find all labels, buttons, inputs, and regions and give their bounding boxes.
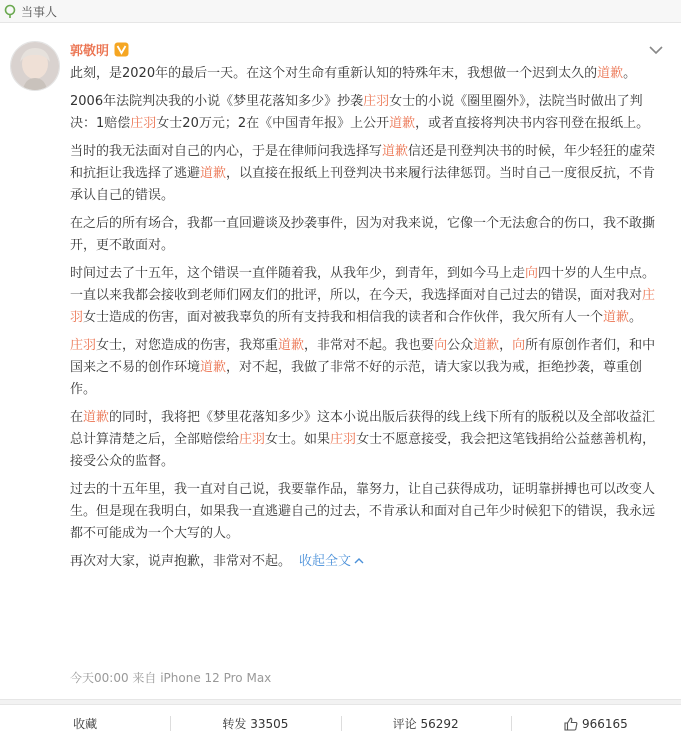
text-segment: 女士。如果 <box>265 432 331 447</box>
text-segment: 时间过去了十五年，这个错误一直伴随着我，从我年少，到青年，到如今马上走 <box>70 266 526 281</box>
text-segment: 在 <box>70 410 84 425</box>
highlighted-keyword[interactable]: 庄羽 <box>70 288 656 325</box>
text-segment: 当时的我无法面对自己的内心，于是在律师问我选择写 <box>70 144 383 159</box>
text-segment: ，或者直接将判决书内容刊登在报纸上。 <box>415 116 650 131</box>
topbar <box>0 0 681 23</box>
highlighted-keyword[interactable]: 道歉 <box>382 144 409 159</box>
text-segment: 再次对大家，说声抱歉，非常对不起。 <box>70 554 292 569</box>
text-segment: 四十岁的人生中点。一直以来我都会接收到老师们网友们的批评，所以，在今天，我选择面对自己过去的错误，面对我对 <box>70 266 656 303</box>
text-segment: 女士，对您造成的伤害，我郑重 <box>96 338 279 353</box>
author-name[interactable]: 郭敬明 <box>70 44 110 59</box>
like-count: 966165 <box>581 716 628 731</box>
highlighted-keyword[interactable]: 向 <box>434 338 448 353</box>
text-segment: 公众 <box>447 338 474 353</box>
post-paragraph <box>70 91 660 135</box>
favorite-button[interactable] <box>0 705 170 742</box>
location-pin-icon <box>4 4 16 18</box>
text-segment: 女士20万元；2在《中国青年报》上公开 <box>156 116 390 131</box>
highlighted-keyword[interactable]: 道歉 <box>200 166 227 181</box>
text-segment: 。 <box>629 310 643 325</box>
highlighted-keyword[interactable]: 道歉 <box>200 360 227 375</box>
text-segment: 所有原创作者们，和中国来之不易的创作环境 <box>70 338 656 375</box>
like-button[interactable] <box>511 705 681 742</box>
highlighted-keyword[interactable]: 向 <box>512 338 526 353</box>
post-paragraph <box>70 407 660 473</box>
action-bar <box>0 704 681 742</box>
highlighted-keyword[interactable]: 道歉 <box>603 310 630 325</box>
text-segment: 。 <box>623 66 637 81</box>
collapse-fulltext-link[interactable] <box>299 554 364 569</box>
avatar[interactable] <box>10 41 60 91</box>
repost-button[interactable] <box>170 705 340 742</box>
highlighted-keyword[interactable]: 庄羽 <box>70 338 97 353</box>
highlighted-keyword[interactable]: 道歉 <box>83 410 110 425</box>
text-segment: 女士的小说《圈里圈外》，法院当时做出了判决：1赔偿 <box>70 94 643 131</box>
text-segment: ， <box>499 338 513 353</box>
text-segment: 的同时，我将把《梦里花落知多少》这本小说出版后获得的线上线下所有的版税以及全部收益汇总计算清楚之后，全部赔偿给 <box>70 410 656 447</box>
post-paragraph <box>70 263 660 329</box>
highlighted-keyword[interactable]: 庄羽 <box>330 432 357 447</box>
highlighted-keyword[interactable]: 道歉 <box>473 338 500 353</box>
post-paragraph <box>70 213 660 257</box>
repost-label: 转发 33505 <box>222 717 289 731</box>
comment-button[interactable] <box>341 705 511 742</box>
highlighted-keyword[interactable]: 向 <box>525 266 539 281</box>
highlighted-keyword[interactable]: 庄羽 <box>363 94 390 109</box>
text-segment: 信还是刊登判决书的时候，年少轻狂的虚荣和抗拒让我选择了逃避 <box>70 144 656 181</box>
text-segment: 过去的十五年里，我一直对自己说，我要靠作品，靠努力，让自己获得成功，证明靠拼搏也可以改变人生。但是现在我明白，如果我一直逃避自己的过去，不肯承认和面对自己年少时候犯下的错误，我永远都不可能成为一个大写的人。 <box>70 482 656 541</box>
highlighted-keyword[interactable]: 道歉 <box>389 116 416 131</box>
chevron-down-icon[interactable] <box>649 45 663 55</box>
topbar-label: 当事人 <box>21 4 58 19</box>
highlighted-keyword[interactable]: 道歉 <box>597 66 624 81</box>
text-segment: 此刻，是2020年的最后一天。在这个对生命有重新认知的特殊年末，我想做一个迟到太久的 <box>70 66 598 81</box>
comment-label: 评论 56292 <box>392 717 459 731</box>
post-meta: 今天00:00 来自 iPhone 12 Pro Max <box>70 671 272 685</box>
text-segment: ，以直接在报纸上刊登判决书来履行法律惩罚。当时自己一度很反抗，不肯承认自己的错误。 <box>70 166 656 203</box>
author-row <box>70 40 129 59</box>
chevron-up-icon <box>354 557 364 565</box>
favorite-label: 收藏 <box>73 717 98 731</box>
verified-badge-icon <box>114 42 129 57</box>
text-segment: 在之后的所有场合，我都一直回避谈及抄袭事件，因为对我来说，它像一个无法愈合的伤口，我不敢撕开，更不敢面对。 <box>70 216 656 253</box>
post-paragraph <box>70 479 660 545</box>
highlighted-keyword[interactable]: 庄羽 <box>130 116 157 131</box>
text-segment: ，对不起，我做了非常不好的示范，请大家以我为戒，拒绝抄袭，尊重创作。 <box>70 360 643 397</box>
highlighted-keyword[interactable]: 庄羽 <box>239 432 266 447</box>
weibo-post-card <box>0 23 681 700</box>
text-segment: 女士造成的伤害，面对被我辜负的所有支持我和相信我的读者和合作伙伴，我欠所有人一个 <box>83 310 604 325</box>
post-paragraph <box>70 63 660 85</box>
thumbs-up-icon <box>564 717 578 731</box>
collapse-fulltext-label: 收起全文 <box>299 554 352 569</box>
text-segment: 女士不愿意接受，我会把这笔钱捐给公益慈善机构，接受公众的监督。 <box>70 432 656 469</box>
post-paragraph <box>70 335 660 401</box>
post-content <box>70 63 660 579</box>
post-paragraph <box>70 551 660 573</box>
post-paragraph <box>70 141 660 207</box>
highlighted-keyword[interactable]: 道歉 <box>278 338 305 353</box>
text-segment: ，非常对不起。我也要 <box>304 338 435 353</box>
text-segment: 2006年法院判决我的小说《梦里花落知多少》抄袭 <box>70 94 364 109</box>
